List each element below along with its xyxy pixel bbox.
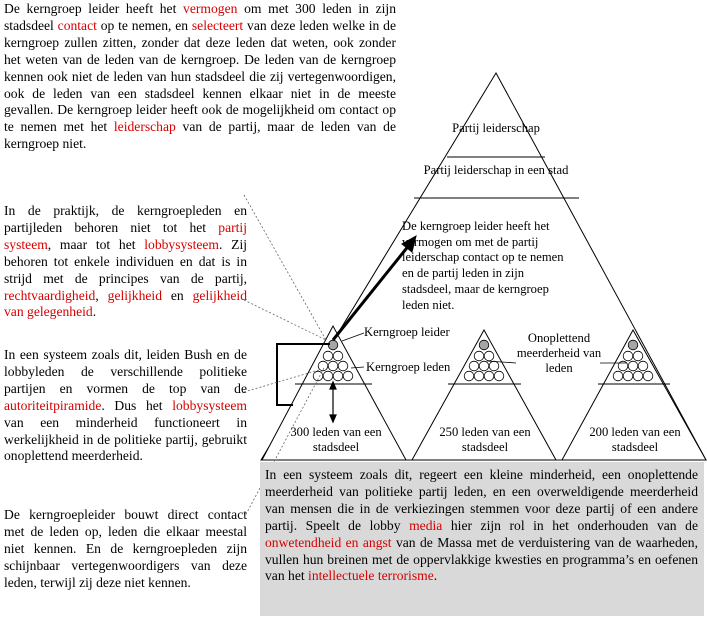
text-segment: van de Massa met de verduistering van de waarheden, vullen hun breinen met de oppervlakkige kwesties en programma’s en oefenen van het	[265, 534, 698, 584]
text-segment: van deze leden welke in de kerngroep zullen zitten, zonder dat deze leden dat weten, ook zonder het weten van de leden van de kerngroep. De leden van de kerngroep kennen ook niet de leden van hun stadsdeel die zij vertegenwoordigen, ook de leden van een stadsdeel kennen elkaar niet in de meeste gevallen. De kerngroep leider heeft ook de mogelijkheid om contact op te nemen met het	[4, 17, 396, 135]
highlighted-term: gelijkheid van gelegenheid	[4, 287, 247, 320]
label-partij-leiderschap-stad: Partij leiderschap in een stad	[423, 163, 569, 177]
highlighted-term: autoriteitpiramide	[4, 397, 102, 413]
leader-ball	[479, 340, 489, 350]
member-ball	[323, 371, 333, 381]
highlighted-term: selecteert	[191, 17, 244, 33]
highlighted-term: gelijkheid	[107, 287, 163, 303]
highlighted-term: onwetendheid en angst	[265, 534, 392, 550]
text-segment: De kerngroepleider bouwt direct contact met de leden op, leden die elkaar meestal niet kennen. En de kerngroepleden zijn schijnbaar vertegenwoordigers van deze leden, terwijl zij deze niet kennen.	[4, 507, 247, 590]
label-district-300: 300 leden van een stadsdeel	[290, 425, 382, 454]
member-ball	[628, 361, 638, 371]
highlighted-term: contact	[57, 17, 97, 33]
text-segment: In een systeem zoals dit, regeert een kleine minderheid, een onoplettende meerderheid van politieke partij leden, en een overweldigende meerderheid van mensen die in de verkiezingen stemmen voor deze partij of een andere partij. Speelt de lobby	[265, 467, 698, 533]
member-ball	[343, 371, 353, 381]
highlighted-term: rechtvaardigheid	[4, 287, 96, 303]
text-segment: In de praktijk, de kerngroepleden en partijleden behoren niet tot het	[4, 203, 247, 235]
text-segment: hier zijn rol in het onderhouden van de	[442, 517, 698, 533]
member-ball	[613, 371, 623, 381]
member-ball	[484, 351, 494, 361]
highlighted-term: partij systeem	[4, 219, 247, 252]
highlighted-term: leiderschap	[113, 119, 176, 135]
member-ball	[623, 351, 633, 361]
text-segment: en	[162, 287, 193, 303]
label-callout: De kerngroep leider heeft het vermogen om met de partij leiderschap contact op te nemen en de partij leden in zijn stadsdeel, maar de kerngroep leden niet.	[402, 219, 564, 312]
text-segment: . Dus het	[101, 397, 173, 413]
member-ball	[638, 361, 648, 371]
member-ball	[489, 361, 499, 371]
label-kerngroep-leider: Kerngroep leider	[364, 325, 450, 339]
text-segment: om met 300 leden in zijn stadsdeel	[4, 1, 396, 33]
member-ball	[333, 351, 343, 361]
text-segment: van een minderheid functioneert in werkelijkheid in de politieke partij, gebruikt onoplettend meerderheid.	[4, 414, 247, 464]
member-ball	[633, 351, 643, 361]
text-segment: In een systeem zoals dit, leiden Bush en de lobbyleden de verschillende politieke partijen en vormen de top van de	[4, 347, 247, 396]
label-onoplettend-meerderheid: Onoplettend meerderheid van leden	[516, 331, 602, 375]
member-ball	[333, 371, 343, 381]
label-partij-leiderschap: Partij leiderschap	[452, 121, 540, 135]
label-kerngroep-leden: Kerngroep leden	[366, 360, 451, 374]
highlighted-term: vermogen	[183, 1, 238, 16]
text-segment: , maar tot het	[47, 236, 145, 252]
summary-box	[260, 462, 704, 616]
member-ball	[479, 361, 489, 371]
member-ball	[328, 361, 338, 371]
text-segment: ,	[95, 287, 108, 303]
member-ball	[494, 371, 504, 381]
highlighted-term: lobbysysteem	[144, 236, 220, 252]
member-ball	[623, 371, 633, 381]
text-segment: .	[92, 304, 97, 320]
text-segment: van de partij, maar de leden van de kerngroep niet.	[4, 119, 396, 152]
label-district-250: 250 leden van een stadsdeel	[439, 425, 531, 454]
text-segment: .	[433, 568, 438, 584]
text-segment: op te nemen, en	[96, 17, 192, 33]
member-ball	[643, 371, 653, 381]
highlighted-term: intellectuele terrorisme	[308, 568, 434, 584]
text-segment: . Zij behoren tot enkele individuen en dat is in strijd met de principes van de partij,	[4, 236, 248, 286]
member-ball	[323, 351, 333, 361]
label-district-200: 200 leden van een stadsdeel	[589, 425, 681, 454]
highlighted-term: media	[409, 517, 443, 533]
summary-text	[265, 467, 698, 583]
leader-ball	[628, 340, 638, 350]
member-ball	[633, 371, 643, 381]
member-ball	[484, 371, 494, 381]
highlighted-term: lobbysysteem	[172, 397, 247, 413]
text-segment: De kerngroep leider heeft het	[4, 1, 184, 16]
member-ball	[338, 361, 348, 371]
